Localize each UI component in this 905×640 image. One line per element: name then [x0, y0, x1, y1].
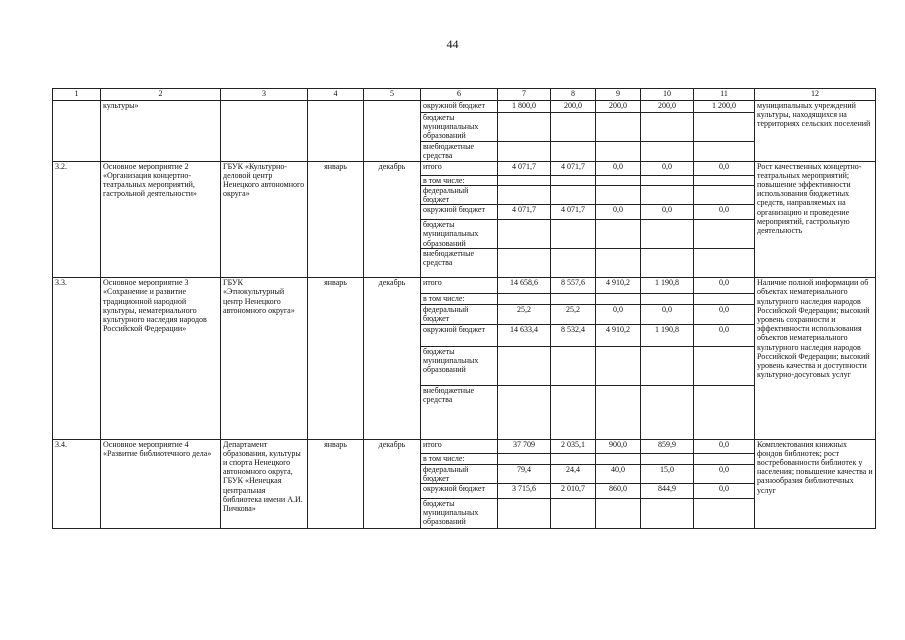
item-number-cell: 3.2. [53, 161, 101, 278]
value-cell [641, 249, 694, 278]
value-cell [498, 113, 551, 142]
value-cell [551, 294, 596, 305]
value-cell: 2 035,1 [551, 439, 596, 453]
table-row [53, 101, 876, 113]
source-cell: итого [421, 278, 498, 294]
value-cell [551, 249, 596, 278]
column-header: 1 [53, 89, 101, 101]
value-cell: 14 658,6 [498, 278, 551, 294]
value-cell: 0,0 [694, 305, 755, 324]
value-cell: 1 800,0 [498, 101, 551, 113]
source-cell: итого [421, 439, 498, 453]
value-cell: 0,0 [694, 205, 755, 220]
source-cell: внебюджетные средства [421, 249, 498, 278]
column-header: 9 [596, 89, 641, 101]
value-cell: 8 532,4 [551, 324, 596, 346]
value-cell: 1 190,8 [641, 324, 694, 346]
column-header: 8 [551, 89, 596, 101]
source-cell: окружной бюджет [421, 324, 498, 346]
value-cell: 0,0 [596, 205, 641, 220]
value-cell [596, 220, 641, 249]
item-number-cell: 3.3. [53, 278, 101, 439]
value-cell: 0,0 [694, 439, 755, 453]
value-cell [694, 294, 755, 305]
value-cell [596, 499, 641, 529]
source-cell: федеральный бюджет [421, 464, 498, 483]
value-cell: 0,0 [641, 161, 694, 175]
value-cell [641, 346, 694, 385]
value-cell: 15,0 [641, 464, 694, 483]
value-cell: 900,0 [596, 439, 641, 453]
item-title-cell: Основное мероприятие 2 «Организация концертно-театральных мероприятий, гастрольной деятельности» [101, 161, 221, 278]
value-cell [596, 175, 641, 185]
table-row [53, 278, 876, 294]
column-header: 4 [308, 89, 364, 101]
source-cell: бюджеты муниципальных образований [421, 220, 498, 249]
program-table [52, 88, 876, 529]
value-cell: 200,0 [641, 101, 694, 113]
value-cell [694, 220, 755, 249]
value-cell: 25,2 [498, 305, 551, 324]
source-cell: в том числе: [421, 175, 498, 185]
end-cell: декабрь [364, 161, 421, 278]
column-number-row [53, 89, 876, 101]
value-cell: 79,4 [498, 464, 551, 483]
value-cell [551, 113, 596, 142]
value-cell: 14 633,4 [498, 324, 551, 346]
value-cell: 4 910,2 [596, 278, 641, 294]
value-cell [551, 499, 596, 529]
item-number-cell: 3.4. [53, 439, 101, 528]
source-cell: федеральный бюджет [421, 305, 498, 324]
end-cell [364, 101, 421, 162]
value-cell [641, 385, 694, 439]
value-cell [498, 453, 551, 464]
value-cell [596, 385, 641, 439]
source-cell: итого [421, 161, 498, 175]
value-cell: 0,0 [694, 464, 755, 483]
value-cell [498, 346, 551, 385]
value-cell [694, 113, 755, 142]
source-cell: бюджеты муниципальных образований [421, 346, 498, 385]
source-cell: внебюджетные средства [421, 385, 498, 439]
value-cell [551, 185, 596, 204]
source-cell: в том числе: [421, 453, 498, 464]
value-cell [694, 499, 755, 529]
value-cell: 3 715,6 [498, 484, 551, 499]
goal-cell: Наличие полной информации об объектах нематериального культурного наследия народов Российской Федерации; высокий уровень сохранности и эффективности использования объектов нематериального культурного наследия народов Российской Федерации; высокий уровень качества и доступности культурно-досуговых услуг [755, 278, 876, 439]
value-cell: 0,0 [596, 161, 641, 175]
column-header: 5 [364, 89, 421, 101]
item-title-cell: Основное мероприятие 4 «Развитие библиотечного дела» [101, 439, 221, 528]
value-cell: 1 200,0 [694, 101, 755, 113]
value-cell: 8 557,6 [551, 278, 596, 294]
value-cell [596, 294, 641, 305]
value-cell [641, 175, 694, 185]
value-cell: 4 071,7 [498, 161, 551, 175]
value-cell [641, 294, 694, 305]
value-cell [498, 385, 551, 439]
source-cell: внебюджетные средства [421, 141, 498, 161]
value-cell [551, 385, 596, 439]
source-cell: окружной бюджет [421, 101, 498, 113]
value-cell [551, 141, 596, 161]
value-cell [498, 294, 551, 305]
value-cell: 40,0 [596, 464, 641, 483]
source-cell: федеральный бюджет [421, 185, 498, 204]
table-row [53, 161, 876, 175]
source-cell: окружной бюджет [421, 205, 498, 220]
value-cell: 4 910,2 [596, 324, 641, 346]
executor-cell: ГБУК «Культурно-деловой центр Ненецкого автономного округа» [221, 161, 308, 278]
value-cell: 860,0 [596, 484, 641, 499]
value-cell [596, 113, 641, 142]
value-cell: 4 071,7 [498, 205, 551, 220]
item-number-cell [53, 101, 101, 162]
value-cell [596, 141, 641, 161]
value-cell: 0,0 [694, 324, 755, 346]
value-cell [641, 499, 694, 529]
column-header: 7 [498, 89, 551, 101]
value-cell [694, 141, 755, 161]
executor-cell [221, 101, 308, 162]
start-cell: январь [308, 439, 364, 528]
value-cell [641, 453, 694, 464]
value-cell: 0,0 [641, 205, 694, 220]
value-cell: 1 190,8 [641, 278, 694, 294]
start-cell: январь [308, 161, 364, 278]
value-cell [694, 249, 755, 278]
goal-cell: муниципальных учреждений культуры, находящихся на территориях сельских поселений [755, 101, 876, 162]
executor-cell: Департамент образования, культуры и спорта Ненецкого автономного округа, ГБУК «Ненецкая центральная библиотека имени А.И. Пичкова» [221, 439, 308, 528]
executor-cell: ГБУК «Этнокультурный центр Ненецкого автономного округа» [221, 278, 308, 439]
column-header: 10 [641, 89, 694, 101]
column-header: 12 [755, 89, 876, 101]
value-cell [498, 499, 551, 529]
value-cell [551, 453, 596, 464]
table-row [53, 439, 876, 453]
value-cell: 859,9 [641, 439, 694, 453]
item-title-cell: Основное мероприятие 3 «Сохранение и развитие традиционной народной культуры, нематериального культурного наследия народов Российской Федерации» [101, 278, 221, 439]
value-cell [641, 185, 694, 204]
column-header: 11 [694, 89, 755, 101]
value-cell [694, 453, 755, 464]
start-cell: январь [308, 278, 364, 439]
value-cell [641, 220, 694, 249]
value-cell [641, 113, 694, 142]
value-cell [498, 249, 551, 278]
value-cell [596, 185, 641, 204]
start-cell [308, 101, 364, 162]
end-cell: декабрь [364, 278, 421, 439]
value-cell: 200,0 [551, 101, 596, 113]
value-cell: 0,0 [596, 305, 641, 324]
value-cell [694, 346, 755, 385]
value-cell [551, 346, 596, 385]
value-cell: 200,0 [596, 101, 641, 113]
value-cell [498, 141, 551, 161]
value-cell [641, 141, 694, 161]
column-header: 2 [101, 89, 221, 101]
value-cell [551, 175, 596, 185]
source-cell: бюджеты муниципальных образований [421, 113, 498, 142]
value-cell: 25,2 [551, 305, 596, 324]
value-cell [596, 346, 641, 385]
value-cell: 0,0 [694, 161, 755, 175]
item-title-cell: культуры» [101, 101, 221, 162]
source-cell: бюджеты муниципальных образований [421, 499, 498, 529]
value-cell: 0,0 [694, 278, 755, 294]
value-cell: 0,0 [694, 484, 755, 499]
value-cell [596, 249, 641, 278]
value-cell [498, 175, 551, 185]
value-cell [694, 185, 755, 204]
value-cell [498, 220, 551, 249]
source-cell: в том числе: [421, 294, 498, 305]
value-cell: 0,0 [641, 305, 694, 324]
value-cell: 24,4 [551, 464, 596, 483]
value-cell [596, 453, 641, 464]
value-cell: 2 010,7 [551, 484, 596, 499]
value-cell: 844,9 [641, 484, 694, 499]
value-cell [694, 385, 755, 439]
source-cell: окружной бюджет [421, 484, 498, 499]
value-cell: 4 071,7 [551, 161, 596, 175]
page-number: 44 [446, 37, 459, 51]
value-cell [498, 185, 551, 204]
goal-cell: Комплектования книжных фондов библиотек; рост востребованности библиотек у населения; повышение качества и разнообразия библиотечных услуг [755, 439, 876, 528]
column-header: 3 [221, 89, 308, 101]
value-cell [551, 220, 596, 249]
value-cell [694, 175, 755, 185]
value-cell: 4 071,7 [551, 205, 596, 220]
end-cell: декабрь [364, 439, 421, 528]
value-cell: 37 709 [498, 439, 551, 453]
goal-cell: Рост качественных концертно-театральных мероприятий; повышение эффективности использования бюджетных средств, направляемых на организацию и проведение мероприятий, гастрольную деятельность [755, 161, 876, 278]
column-header: 6 [421, 89, 498, 101]
